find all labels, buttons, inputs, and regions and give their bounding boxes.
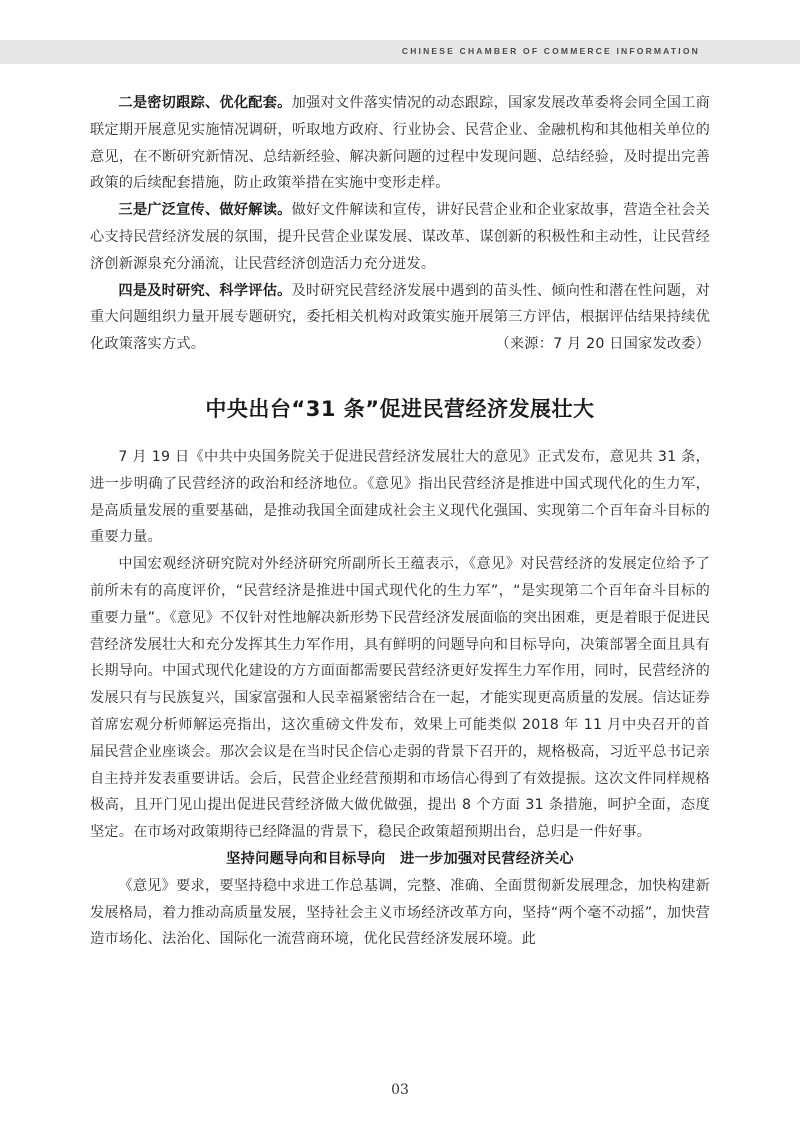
article-paragraph: 7 月 19 日《中共中央国务院关于促进民营经济发展壮大的意见》正式发布，意见共 31 条，进一步明确了民营经济的政治和经济地位。《意见》指出民营经济是推进中国式现代化的生力军，是高质量发展的重要基础，是推动我国全面建成社会主义现代化强国、实现第二个百年奋斗目标的重要力量。 [90, 448, 710, 546]
article-title: 中央出台“31 条”促进民营经济发展壮大 [205, 396, 595, 421]
paragraph-text: 加强对文件落实情况的动态跟踪，国家发展改革委将会同全国工商联定期开展意见实施情况调研，听取地方政府、行业协会、民营企业、金融机构和其他相关单位的意见，在不断研究新情况、总结新经验、解决新问题的过程中发现问题、总结经验，及时提出完善政策的后续配套措施，防止政策举措在实施中变形走样。 [90, 95, 710, 192]
article-paragraph: 中国宏观经济研究院对外经济研究所副所长王蕴表示，《意见》对民营经济的发展定位给予了前所未有的高度评价，“民营经济是推进中国式现代化的生力军”，“是实现第二个百年奋斗目标的重要力量”。《意见》不仅针对性地解决新形势下民营经济发展面临的突出困难，更是着眼于促进民营经济发展壮大和充分发挥其生力军作用，具有鲜明的问题导向和目标导向，决策部署全面且具有长期导向。中国式现代化建设的方方面面都需要民营经济更好发挥生力军作用，同时，民营经济的发展只有与民族复兴，国家富强和人民幸福紧密结合在一起，才能实现更高质量的发展。信达证券首席宏观分析师解运亮指出，这次重磅文件发布，效果上可能类似 2018 年 11 月中央召开的首届民营企业座谈会。那次会议是在当时民企信心走弱的背景下召开的，规格极高，习近平总书记亲自主持并发表重要讲话。会后，民营企业经营预期和市场信心得到了有效提振。这次文件同样规格极高，且开门见山提出促进民营经济做大做优做强，提出 8 个方面 31 条措施，呵护全面，态度坚定。在市场对政策期待已经降温的背景下，稳民企政策超预期出台，总归是一件好事。 [90, 556, 710, 841]
previous-article-paragraph [90, 90, 710, 197]
source-note: （来源：7 月 20 日国家发改委） [495, 336, 710, 353]
article-paragraph: 《意见》要求，要坚持稳中求进工作总基调，完整、准确、全面贯彻新发展理念，加快构建新发展格局，着力推动高质量发展，坚持社会主义市场经济改革方向，坚持“两个毫不动摇”，加快营造市场化、法治化、国际化一流营商环境，优化民营经济发展环境。此 [90, 877, 710, 948]
paragraph-text: 做好文件解读和宣传，讲好民营企业和企业家故事，营造全社会关心支持民营经济发展的氛围，提升民营企业谋发展、谋改革、谋创新的积极性和主动性，让民营经济创新源泉充分涌流，让民营经济创造活力充分迸发。 [90, 202, 710, 272]
previous-article-paragraph [90, 278, 710, 358]
paragraph-lead: 三是广泛宣传、做好解读。 [118, 202, 292, 219]
page-content [90, 90, 710, 953]
paragraph-lead: 四是及时研究、科学评估。 [118, 282, 292, 299]
previous-article-paragraph [90, 197, 710, 277]
section-subheading: 坚持问题导向和目标导向 进一步加强对民营经济关心 [226, 850, 574, 867]
paragraph-text: 及时研究民营经济发展中遇到的苗头性、倾向性和潜在性问题，对重大问题组织力量开展专题研究，委托相关机构对政策实施开展第三方评估，根据评估结果持续优化政策落实方式。 [90, 282, 710, 353]
publication-header: CHINESE CHAMBER OF COMMERCE INFORMATION [401, 46, 700, 56]
page-number: 03 [391, 1082, 409, 1098]
paragraph-lead: 二是密切跟踪、优化配套。 [118, 95, 292, 111]
